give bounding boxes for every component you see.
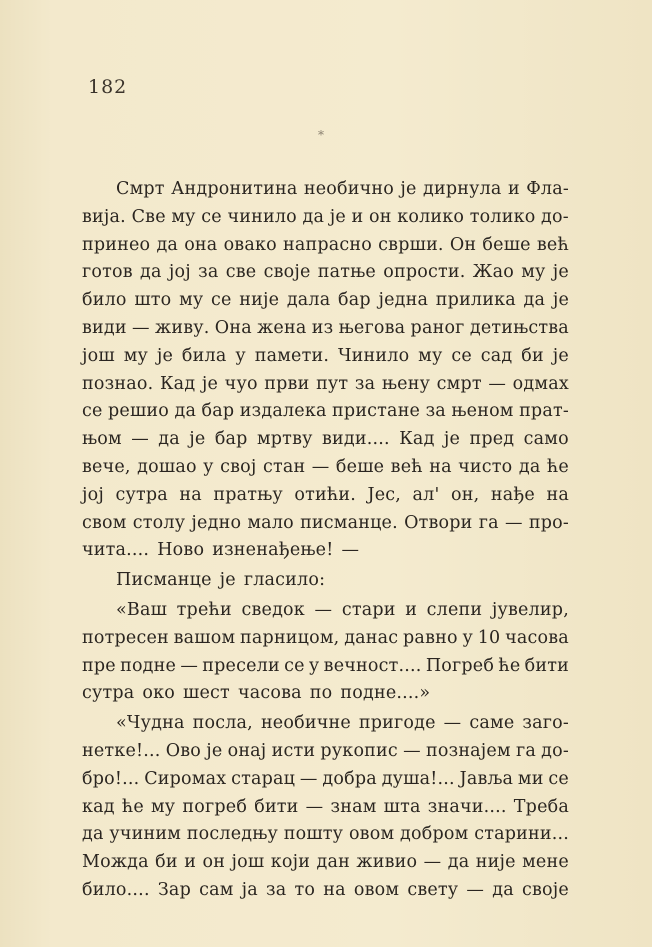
word: за <box>266 879 287 900</box>
word: мртву <box>256 429 313 450</box>
word: Отвори <box>404 512 473 533</box>
word: — <box>131 429 149 450</box>
text-line <box>82 510 569 538</box>
word: да <box>140 262 162 283</box>
word: што <box>134 290 172 311</box>
word: Јавља <box>459 768 514 789</box>
word: гласило: <box>243 570 326 591</box>
word: душа!... <box>381 768 455 789</box>
word: он <box>369 206 392 227</box>
word: раног <box>410 317 465 338</box>
word: и <box>184 852 197 873</box>
word: заго- <box>522 713 569 734</box>
word: Он <box>449 234 477 255</box>
text-line <box>82 454 569 482</box>
word: га <box>478 512 499 533</box>
word: стан <box>262 456 306 477</box>
word: сутра <box>115 484 168 505</box>
text-line <box>82 287 569 315</box>
word: отићи. <box>294 484 356 505</box>
word: сам <box>199 879 234 900</box>
word: потресен <box>82 627 169 648</box>
word: ће <box>498 655 521 676</box>
word: да <box>82 824 104 845</box>
word: се <box>82 401 103 422</box>
word: и <box>405 599 418 620</box>
word: Смрт <box>116 179 165 199</box>
word: — <box>180 655 199 676</box>
text-line <box>82 877 569 905</box>
word: детињства <box>469 317 569 338</box>
word: Кад <box>399 429 435 450</box>
text-line <box>82 371 569 399</box>
word: ми <box>517 768 544 789</box>
word: знам <box>330 796 377 817</box>
word: издалека <box>239 401 327 422</box>
word: — <box>423 852 442 873</box>
word: — <box>314 599 333 620</box>
text-line <box>82 766 569 794</box>
word: бити <box>254 796 299 817</box>
word: опрости. <box>383 262 466 283</box>
word: — <box>311 456 330 477</box>
word: њом <box>82 429 122 450</box>
word: је <box>552 262 569 283</box>
word: трећи <box>176 599 232 620</box>
word: и <box>351 206 364 227</box>
word: на <box>546 484 569 505</box>
word: Кад <box>159 373 196 394</box>
text-line <box>82 849 569 877</box>
word: последњу <box>186 824 278 845</box>
word: «Чудна <box>116 713 185 734</box>
word: би <box>155 852 178 873</box>
word: једна <box>378 290 429 311</box>
page-number: 182 <box>88 76 128 98</box>
word: да <box>447 852 470 873</box>
word: нађе <box>490 484 535 505</box>
word: око <box>142 683 176 704</box>
word: принео <box>82 234 151 255</box>
word: му <box>418 345 443 366</box>
word: учиним <box>109 824 182 845</box>
word: 10 <box>477 627 501 648</box>
word: је <box>201 373 219 394</box>
word: јувелир, <box>491 599 569 620</box>
word: бар <box>338 290 371 311</box>
word: стари <box>341 599 396 620</box>
word: сутра <box>82 683 135 704</box>
word: види.... <box>322 429 390 450</box>
word: и <box>507 179 520 199</box>
word: чуо <box>224 373 258 394</box>
word: саме <box>469 713 515 734</box>
word: — <box>299 768 318 789</box>
word: из <box>311 317 334 338</box>
word: дала <box>286 290 331 311</box>
word: ће <box>121 796 144 817</box>
word: све <box>225 262 257 283</box>
text-line <box>82 680 569 708</box>
word: живио <box>356 852 418 873</box>
word: свој <box>220 456 257 477</box>
word: онај <box>227 740 267 761</box>
word: патње <box>317 262 376 283</box>
word: за <box>354 373 376 394</box>
word: пресели <box>202 655 280 676</box>
word: — <box>341 540 360 561</box>
word: толико <box>469 206 536 227</box>
word: жена <box>257 317 307 338</box>
word: једно <box>191 512 242 533</box>
word: решио <box>108 401 170 422</box>
word: би <box>521 345 544 366</box>
word: већ <box>536 234 569 255</box>
word: прилика <box>435 290 516 311</box>
word: готов <box>82 262 133 283</box>
word: — <box>443 713 462 734</box>
word: подне....» <box>340 683 431 704</box>
word: чисто <box>458 456 513 477</box>
text-line <box>82 567 569 595</box>
section-divider: * <box>318 128 324 142</box>
word: да <box>174 401 197 422</box>
word: вашом <box>173 627 236 648</box>
word: — <box>466 879 485 900</box>
word: шест <box>183 683 230 704</box>
word: бро!... <box>82 768 140 789</box>
word: није <box>239 290 280 311</box>
word: Ново <box>157 540 205 561</box>
word: у <box>203 456 214 477</box>
text-line <box>82 653 569 681</box>
word: да <box>492 879 514 900</box>
word: за <box>198 262 219 283</box>
word: познао. <box>82 373 154 394</box>
word: његова <box>338 317 406 338</box>
word: бар <box>214 429 248 450</box>
word: до- <box>541 740 569 761</box>
word: овако <box>223 234 277 255</box>
word: је <box>206 740 223 761</box>
word: било.... <box>82 879 150 900</box>
word: то <box>294 879 316 900</box>
word: колико <box>397 206 465 227</box>
word: је <box>329 206 346 227</box>
word: му <box>179 290 204 311</box>
word: старац <box>231 768 296 789</box>
word: је <box>400 179 417 199</box>
word: још <box>231 852 265 873</box>
word: старини... <box>474 824 569 845</box>
word: јој <box>82 484 104 505</box>
word: који <box>270 852 311 873</box>
word: је <box>443 429 461 450</box>
word: Чинило <box>337 345 410 366</box>
word: познајем <box>425 740 511 761</box>
word: Андронитина <box>171 179 298 199</box>
word: пристане <box>332 401 421 422</box>
word: Треба <box>513 796 569 817</box>
text-line <box>82 176 569 204</box>
word: шта <box>383 796 421 817</box>
word: само <box>523 429 569 450</box>
word: часова <box>237 683 302 704</box>
word: Жао <box>472 262 514 283</box>
word: необично <box>303 179 395 199</box>
word: живу. <box>155 317 210 338</box>
word: пред <box>469 429 515 450</box>
word: Јес, <box>367 484 402 505</box>
word: га <box>515 740 536 761</box>
text-line <box>82 426 569 454</box>
word: му <box>123 345 149 366</box>
word: рукопис <box>320 740 398 761</box>
word: Погреб <box>425 655 495 676</box>
word: Писманце <box>116 570 212 591</box>
word: јој <box>168 262 191 283</box>
word: чита.... <box>82 540 150 561</box>
word: на <box>323 879 346 900</box>
word: — <box>305 796 324 817</box>
word: Она <box>214 317 252 338</box>
text-line <box>82 537 569 565</box>
word: она <box>184 234 218 255</box>
word: сад <box>480 345 513 366</box>
word: је <box>156 345 174 366</box>
text-line <box>82 398 569 426</box>
word: није <box>475 852 516 873</box>
word: своје <box>521 879 569 900</box>
word: «Ваш <box>116 599 168 620</box>
word: да <box>156 234 179 255</box>
word: смрт <box>436 373 482 394</box>
word: њену <box>381 373 431 394</box>
word: се <box>451 345 472 366</box>
word: да <box>518 456 541 477</box>
word: му <box>151 796 176 817</box>
word: Фла- <box>526 179 569 199</box>
word: се <box>211 290 232 311</box>
word: чинило <box>227 206 297 227</box>
word: писманце. <box>300 512 398 533</box>
text-line <box>82 738 569 766</box>
word: исти <box>271 740 316 761</box>
word: беше <box>482 234 531 255</box>
word: бар <box>201 401 235 422</box>
word: се <box>201 206 222 227</box>
word: — <box>488 373 507 394</box>
word: он <box>202 852 226 873</box>
word: је <box>189 429 206 450</box>
word: кад <box>82 796 115 817</box>
word: свету <box>407 879 459 900</box>
word: значи.... <box>427 796 507 817</box>
text-line <box>82 821 569 849</box>
word: се <box>284 655 305 676</box>
word: му <box>171 206 196 227</box>
body-text <box>82 176 569 905</box>
word: види <box>82 317 127 338</box>
word: пратњу <box>213 484 283 505</box>
word: изненађење! <box>212 540 334 561</box>
word: Све <box>131 206 166 227</box>
word: је <box>219 570 236 591</box>
word: је <box>552 290 569 311</box>
word: прат- <box>519 401 569 422</box>
word: необичне <box>260 713 351 734</box>
word: сведок <box>241 599 305 620</box>
word: пре <box>82 655 116 676</box>
text-line <box>82 794 569 822</box>
text-line <box>82 625 569 653</box>
word: на <box>429 456 452 477</box>
word: му <box>521 262 546 283</box>
text-line <box>82 204 569 232</box>
word: он, <box>450 484 480 505</box>
word: ал' <box>412 484 440 505</box>
word: памети. <box>254 345 330 366</box>
word: Зар <box>157 879 191 900</box>
word: мало <box>247 512 294 533</box>
word: у <box>235 345 246 366</box>
word: дошао <box>137 456 197 477</box>
word: да <box>523 290 546 311</box>
word: свом <box>82 512 127 533</box>
word: — <box>403 740 421 761</box>
word: данас <box>344 627 399 648</box>
word: подне <box>120 655 177 676</box>
word: слепи <box>426 599 483 620</box>
word: још <box>82 345 115 366</box>
word: напрасно <box>283 234 372 255</box>
word: Можда <box>82 852 149 873</box>
word: први <box>264 373 310 394</box>
text-line <box>82 710 569 738</box>
word: да <box>158 429 180 450</box>
word: њеном <box>451 401 514 422</box>
word: — <box>132 317 150 338</box>
word: по <box>309 683 333 704</box>
word: до- <box>541 206 569 227</box>
word: нетке!... <box>82 740 161 761</box>
text-line <box>82 597 569 625</box>
word: вече, <box>82 456 131 477</box>
word: ја <box>241 879 258 900</box>
word: је <box>552 345 569 366</box>
word: мене <box>522 852 569 873</box>
word: пошту <box>283 824 344 845</box>
word: Сиромах <box>144 768 227 789</box>
word: већ <box>390 456 423 477</box>
word: своје <box>263 262 311 283</box>
word: се <box>548 768 569 789</box>
word: парницом, <box>240 627 340 648</box>
word: пут <box>316 373 349 394</box>
word: про- <box>528 512 569 533</box>
word: ће <box>546 456 569 477</box>
word: бити <box>524 655 569 676</box>
word: погреб <box>182 796 248 817</box>
word: вија. <box>82 206 126 227</box>
word: равно <box>403 627 458 648</box>
word: добра <box>322 768 377 789</box>
word: да <box>302 206 325 227</box>
word: вечност.... <box>323 655 422 676</box>
word: пригоде <box>358 713 436 734</box>
word: дан <box>316 852 350 873</box>
word: сврши. <box>378 234 444 255</box>
word: за <box>425 401 446 422</box>
text-line <box>82 315 569 343</box>
word: у <box>462 627 473 648</box>
word: била <box>181 345 227 366</box>
word: овом <box>348 824 395 845</box>
word: овом <box>353 879 400 900</box>
word: Ово <box>165 740 202 761</box>
text-line <box>82 343 569 371</box>
word: дирнула <box>422 179 502 199</box>
word: посла, <box>192 713 253 734</box>
word: — <box>504 512 523 533</box>
word: столу <box>132 512 186 533</box>
text-line <box>82 232 569 260</box>
text-line <box>82 259 569 287</box>
word: беше <box>335 456 385 477</box>
word: одмах <box>512 373 569 394</box>
word: часова <box>505 627 569 648</box>
word: било <box>82 290 127 311</box>
word: на <box>179 484 202 505</box>
word: у <box>308 655 320 676</box>
text-line <box>82 482 569 510</box>
word: добром <box>400 824 469 845</box>
